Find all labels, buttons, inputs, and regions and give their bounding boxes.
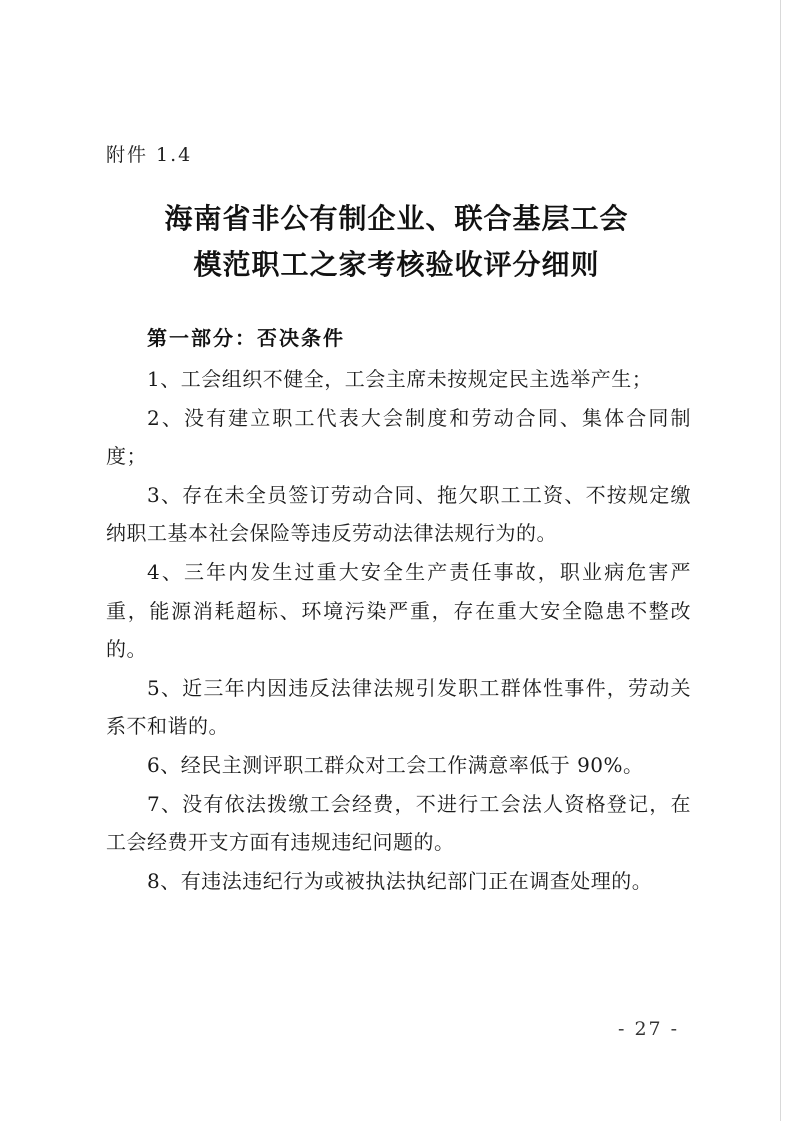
criteria-item-2: 2、没有建立职工代表大会制度和劳动合同、集体合同制度； [106, 405, 691, 469]
criteria-item-6: 6、经民主测评职工群众对工会工作满意率低于 90%。 [147, 752, 644, 777]
criteria-item-5: 5、近三年内因违反法律法规引发职工群体性事件，劳动关系不和谐的。 [106, 675, 691, 739]
section-heading: 第一部分：否决条件 [147, 326, 345, 350]
document-title [0, 196, 793, 288]
title-line-2: 模范职工之家考核验收评分细则 [193, 248, 600, 281]
attachment-label: 附件 1.4 [106, 144, 193, 166]
page-number: - 27 - [618, 1018, 680, 1040]
criteria-item-8: 8、有违法违纪行为或被执法执纪部门正在调查处理的。 [147, 868, 653, 893]
criteria-list [106, 360, 691, 900]
criteria-item-7: 7、没有依法拨缴工会经费，不进行工会法人资格登记，在工会经费开支方面有违规违纪问题的。 [106, 791, 691, 855]
criteria-item-4: 4、三年内发生过重大安全生产责任事故，职业病危害严重，能源消耗超标、环境污染严重，存在重大安全隐患不整改的。 [106, 559, 691, 662]
page-edge-line [780, 0, 781, 1121]
title-line-1: 海南省非公有制企业、联合基层工会 [164, 202, 629, 235]
criteria-item-1: 1、工会组织不健全，工会主席未按规定民主选举产生； [147, 367, 653, 391]
criteria-item-3: 3、存在未全员签订劳动合同、拖欠职工工资、不按规定缴纳职工基本社会保险等违反劳动法律法规行为的。 [106, 482, 691, 546]
